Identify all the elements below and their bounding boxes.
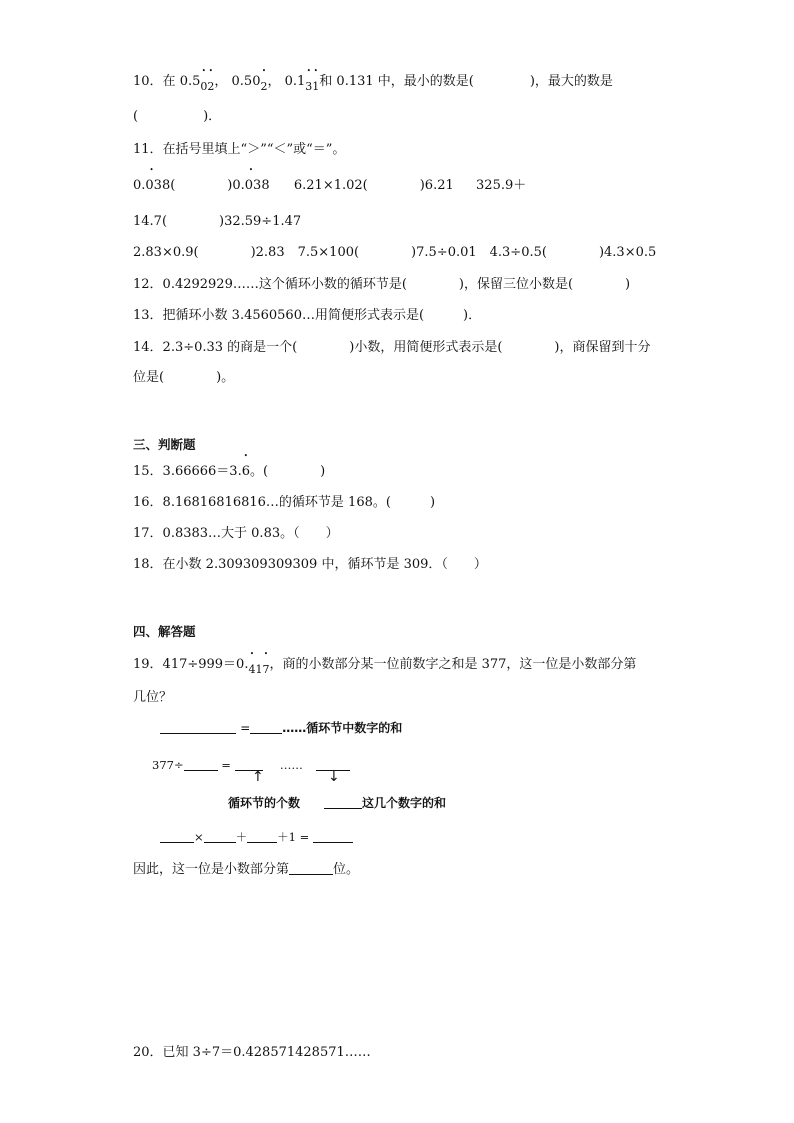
q19-blank-10[interactable] <box>313 829 353 843</box>
q19-conclusion-post: 位。 <box>333 862 360 877</box>
q10-b-int: 0.50 <box>231 74 261 89</box>
q19-conclusion-pre: 因此，这一位是小数部分第 <box>133 862 290 877</box>
question-10-line2: ( )． <box>133 109 222 124</box>
down-arrow-icon: ↓ <box>328 769 340 785</box>
q10-c-rep2: • 1 <box>312 77 319 97</box>
q19-op-times: × <box>194 830 204 844</box>
q19-conclusion <box>133 860 359 880</box>
question-10-line1: 10．在 0.5• 0• 2， 0.50• 2， 0.1• 3• 1和 0.131 中，最小的数是( )，最大的数是 <box>133 72 613 97</box>
q10-c-int: 0.1 <box>284 74 306 89</box>
q19-blank-9[interactable] <box>247 829 277 843</box>
q11-r1-c: • 0.038 <box>232 176 269 196</box>
q19-rep1: • 4 <box>248 660 255 680</box>
question-19-line1 <box>133 655 636 680</box>
question-14-line1: 14．2.3÷0.33 的商是一个( )小数，用简便形式表示是( )，商保留到十分 <box>133 340 651 355</box>
q11-r1-b: ( ) <box>170 178 233 193</box>
q19-eq3 <box>160 827 353 847</box>
q10-close: )，最大的数是 <box>529 74 613 89</box>
q11-r1-d: 6.21×1.02( )6.21 <box>293 178 454 193</box>
question-11-row2: 14.7( )32.59÷1.47 <box>133 214 302 229</box>
question-12: 12．0.4292929……这个循环小数的循环节是( )，保留三位小数是( ) <box>133 277 631 292</box>
q19-eq2-dots: …… <box>279 758 303 772</box>
q15-pre: 15．3.66666＝3. <box>133 464 242 479</box>
q11-r1-e: 325.9＋ <box>476 178 527 193</box>
question-11-row3: 2.83×0.9( )2.83 7.5×100( )7.5÷0.01 4.3÷0.5( )4.3×0.5 <box>133 245 657 260</box>
q10-c-rep1: • 3 <box>305 77 312 97</box>
q19-blank-2[interactable] <box>250 720 282 734</box>
q19-blank-6[interactable] <box>324 795 362 809</box>
q19-blank-7[interactable] <box>160 829 194 843</box>
question-18: 18．在小数 2.309309309309 中，循环节是 309．（ ） <box>133 557 487 572</box>
q19-blank-11[interactable] <box>289 861 333 875</box>
q19-pre: 19．417÷999＝0. <box>133 657 249 672</box>
q19-label-left: 循环节的个数 <box>228 796 301 810</box>
q10-number: 10．在 <box>133 74 176 89</box>
question-16: 16．8.16816816816…的循环节是 168。( ) <box>133 495 436 510</box>
q19-label-right-row <box>324 793 446 813</box>
question-13: 13．把循环小数 3.4560560…用简便形式表示是( )． <box>133 308 482 323</box>
question-11-row1 <box>133 176 526 196</box>
q15-post: 。( ) <box>250 464 326 479</box>
q10-a-rep1: • 0 <box>200 77 207 97</box>
q19-eq2-eq: = <box>221 758 231 772</box>
q15-rep: • 6 <box>242 462 250 482</box>
q19-post: ，商的小数部分某一位前数字之和是 377，这一位是小数部分第 <box>269 657 637 672</box>
q19-eq2-start: 377÷ <box>152 758 184 772</box>
q19-blank-1[interactable] <box>160 720 236 734</box>
q19-eq1 <box>160 718 402 738</box>
q11-r1-a: • 0.038 <box>133 176 170 196</box>
question-14-line2: 位是( )。 <box>133 370 235 385</box>
section-judge-heading: 三、判断题 <box>133 437 196 452</box>
q10-mid: 和 0.131 中，最小的数是( <box>319 74 474 89</box>
q19-label-right: 这几个数字的和 <box>362 796 447 810</box>
q19-blank-3[interactable] <box>184 757 218 771</box>
up-arrow-icon: ↑ <box>252 769 264 785</box>
question-19-line2: 几位？ <box>133 690 173 705</box>
section-answer-heading: 四、解答题 <box>133 624 196 639</box>
q19-eq1-mid: = <box>240 721 251 735</box>
q10-a-rep2: • 2 <box>207 77 214 97</box>
q10-b-rep: • 2 <box>260 77 267 97</box>
q19-rep3: • 7 <box>262 660 269 680</box>
q19-op-plus: ＋ <box>235 830 248 844</box>
q10-a-int: 0.5 <box>179 74 201 89</box>
q19-eq1-label: ……循环节中数字的和 <box>282 721 403 735</box>
question-17: 17．0.8383…大于 0.83。（ ） <box>133 526 339 541</box>
q19-op-plus1: ＋1 = <box>277 830 310 844</box>
q19-rep2: 1 <box>255 663 263 676</box>
question-15 <box>133 462 325 482</box>
question-20: 20．已知 3÷7＝0.428571428571…… <box>133 1045 371 1060</box>
q19-blank-8[interactable] <box>204 829 236 843</box>
question-11-title: 11．在括号里填上“＞”“＜”或“＝”。 <box>133 142 346 157</box>
